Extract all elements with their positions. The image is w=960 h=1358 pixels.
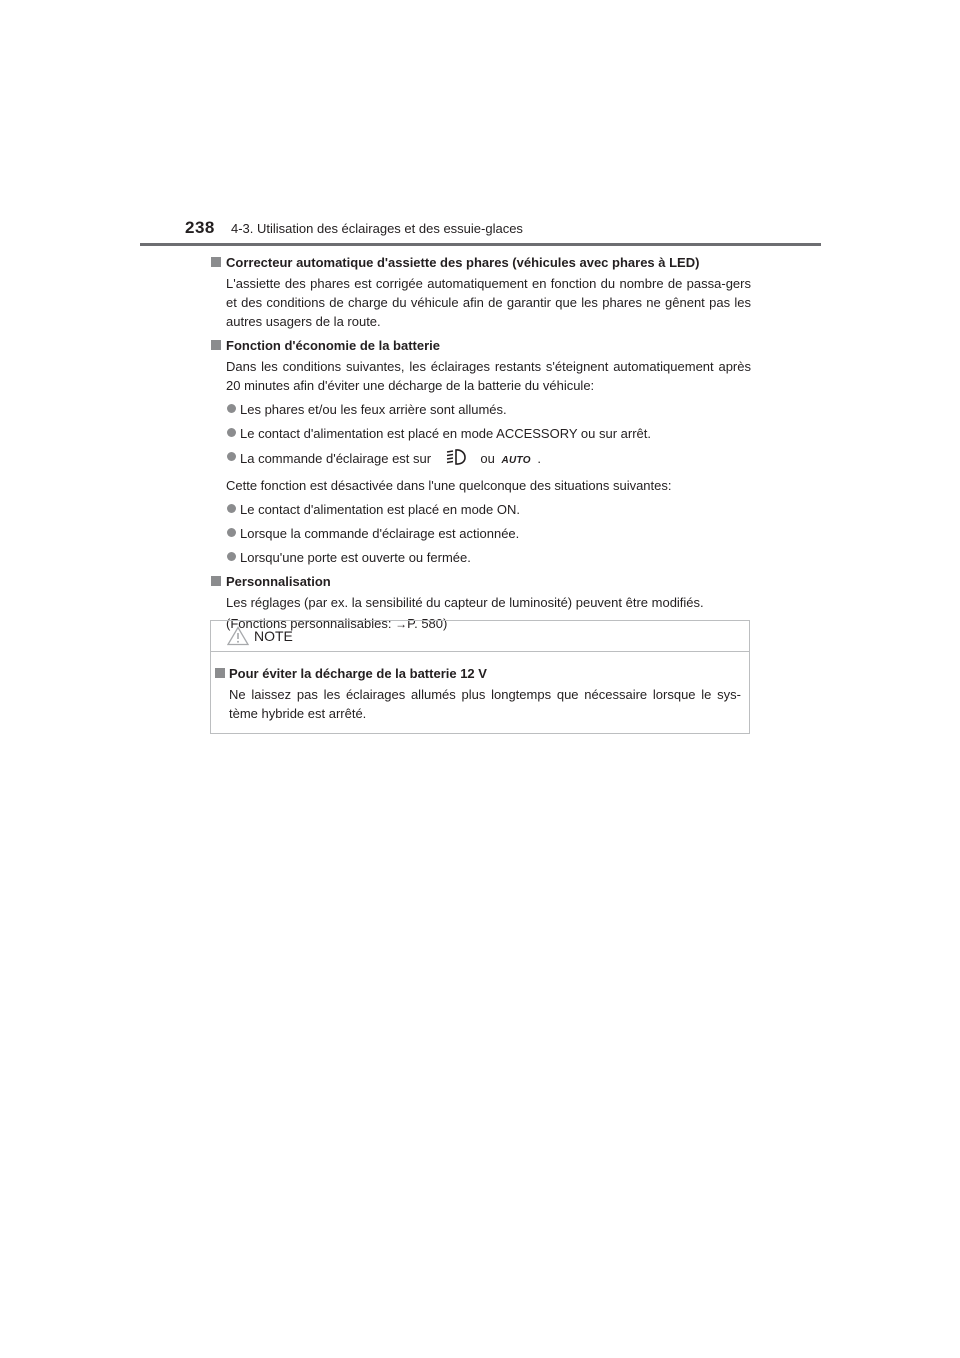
note-body — [211, 664, 751, 723]
list-item — [210, 448, 751, 471]
list-item-text: Le contact d'alimentation est placé en mode ON. — [240, 502, 520, 517]
round-bullet-icon — [227, 404, 236, 413]
list-item-text: Lorsqu'une porte est ouverte ou fermée. — [240, 550, 471, 565]
section-title: Correcteur automatique d'assiette des phares (véhicules avec phares à LED) — [226, 255, 700, 270]
note-heading-text: Pour éviter la décharge de la batterie 12 V — [229, 666, 487, 681]
list-item-text: Le contact d'alimentation est placé en mode ACCESSORY ou sur arrêt. — [240, 426, 652, 441]
square-bullet-icon — [211, 340, 221, 350]
list-item — [210, 524, 751, 543]
list-item-text: Les phares et/ou les feux arrière sont allumés. — [240, 402, 507, 417]
chapter-title: 4-3. Utilisation des éclairages et des essuie-glaces — [231, 221, 523, 236]
section-heading-leveling — [210, 253, 751, 272]
paragraph: Cette fonction est désactivée dans l'une quelconque des situations suivantes: — [226, 478, 672, 493]
square-bullet-icon — [211, 257, 221, 267]
headlight-icon — [445, 448, 471, 471]
square-bullet-icon — [211, 576, 221, 586]
list-item — [210, 424, 751, 443]
note-paragraph: Ne laissez pas les éclairages allumés plus longtemps que nécessaire lorsque le sys-tème hybride est arrêté. — [229, 687, 741, 721]
paragraph: Les réglages (par ex. la sensibilité du capteur de luminosité) peuvent être modifiés. — [226, 595, 704, 610]
round-bullet-icon — [227, 528, 236, 537]
reference-text: (Fonctions personnalisables: — [226, 616, 396, 631]
page-content — [210, 253, 751, 634]
section-title: Personnalisation — [226, 574, 331, 589]
list-item-text: La commande d'éclairage est sur — [240, 450, 432, 466]
paragraph: Dans les conditions suivantes, les éclairages restants s'éteignent automatiquement après 20 minutes afin d'éviter une décharge de la batterie du véhicule: — [226, 359, 751, 393]
paragraph: L'assiette des phares est corrigée automatiquement en fonction du nombre de passa-gers et des conditions de charge du véhicule afin de garantir que les phares ne gênent pas les autres usagers de la route. — [226, 276, 751, 329]
auto-icon: AUTO — [501, 454, 531, 466]
note-header — [211, 621, 749, 652]
section-heading-customization — [210, 572, 751, 591]
list-item — [210, 500, 751, 519]
list-item — [210, 548, 751, 567]
section-heading-battery-saver — [210, 336, 751, 355]
round-bullet-icon — [227, 504, 236, 513]
header-divider — [140, 243, 821, 246]
round-bullet-icon — [227, 552, 236, 561]
reference-page-link[interactable]: P. 580) — [407, 616, 448, 631]
section-title: Fonction d'économie de la batterie — [226, 338, 441, 353]
square-bullet-icon — [215, 668, 225, 678]
note-heading — [211, 664, 751, 683]
arrow-icon: → — [395, 617, 408, 631]
list-item — [210, 400, 751, 419]
page-number: 238 — [185, 218, 215, 237]
round-bullet-icon — [227, 428, 236, 437]
note-label: NOTE — [254, 628, 293, 644]
round-bullet-icon — [227, 452, 236, 461]
list-item-text: ou — [480, 450, 495, 466]
note-box — [210, 620, 750, 734]
list-item-text: Lorsque la commande d'éclairage est actionnée. — [240, 526, 520, 541]
warning-triangle-icon — [227, 626, 249, 651]
list-item-text: . — [537, 450, 542, 466]
